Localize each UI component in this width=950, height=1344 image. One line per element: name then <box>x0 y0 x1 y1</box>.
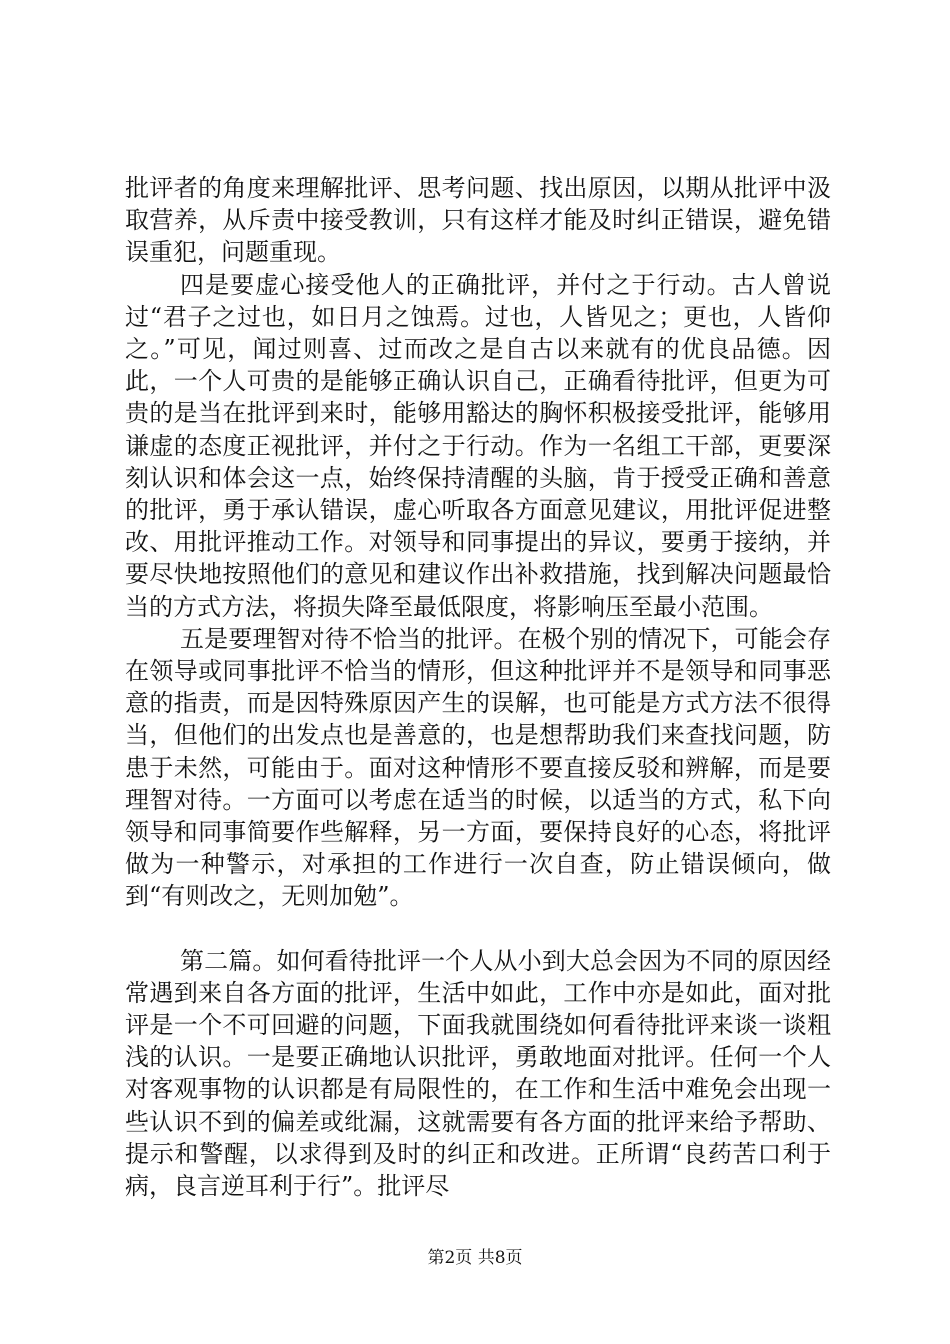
paragraph-point-four: 四是要虚心接受他人的正确批评，并付之于行动。古人曾说过“君子之过也，如日月之蚀焉。过也，人皆见之；更也，人皆仰之。”可见，闻过则喜、过而改之是自古以来就有的优良品德。因此，一个人可贵的是能够正确认识自己，正确看待批评，但更为可贵的是当在批评到来时，能够用豁达的胸怀积极接受批评，能够用谦虚的态度正视批评，并付之于行动。作为一名组工干部，更要深刻认识和体会这一点，始终保持清醒的头脑，肯于授受正确和善意的批评，勇于承认错误，虚心听取各方面意见建议，用批评促进整改、用批评推动工作。对领导和同事提出的异议，要勇于接纳，并要尽快地按照他们的意见和建议作出补救措施，找到解决问题最恰当的方式方法，将损失降至最低限度，将影响压至最小范围。 <box>125 270 831 621</box>
paragraph-point-five: 五是要理智对待不恰当的批评。在极个别的情况下，可能会存在领导或同事批评不恰当的情形，但这种批评并不是领导和同事恶意的指责，而是因特殊原因产生的误解，也可能是方式方法不很得当，但他们的出发点也是善意的，也是想帮助我们来查找问题，防患于未然，可能由于。面对这种情形不要直接反驳和辨解，而是要理智对待。一方面可以考虑在适当的时候，以适当的方式，私下向领导和同事简要作些解释，另一方面，要保持良好的心态，将批评做为一种警示，对承担的工作进行一次自查，防止错误倾向，做到“有则改之，无则加勉”。 <box>125 624 831 911</box>
paragraph-second-article: 第二篇。如何看待批评一个人从小到大总会因为不同的原因经常遇到来自各方面的批评，生活中如此，工作中亦是如此，面对批评是一个不可回避的问题，下面我就围绕如何看待批评来谈一谈粗浅的认识。一是要正确地认识批评，勇敢地面对批评。任何一个人对客观事物的认识都是有局限性的，在工作和生活中难免会出现一些认识不到的偏差或纰漏，这就需要有各方面的批评来给予帮助、提示和警醒，以求得到及时的纠正和改进。正所谓“良药苦口利于病，良言逆耳利于行”。批评尽 <box>125 946 831 1201</box>
paragraph-continuation: 批评者的角度来理解批评、思考问题、找出原因，以期从批评中汲取营养，从斥责中接受教训，只有这样才能及时纠正错误，避免错误重犯，问题重现。 <box>125 174 831 267</box>
page-number-footer: 第2页 共8页 <box>427 1248 523 1268</box>
paragraph-spacer <box>125 913 831 945</box>
document-body <box>125 172 831 1202</box>
